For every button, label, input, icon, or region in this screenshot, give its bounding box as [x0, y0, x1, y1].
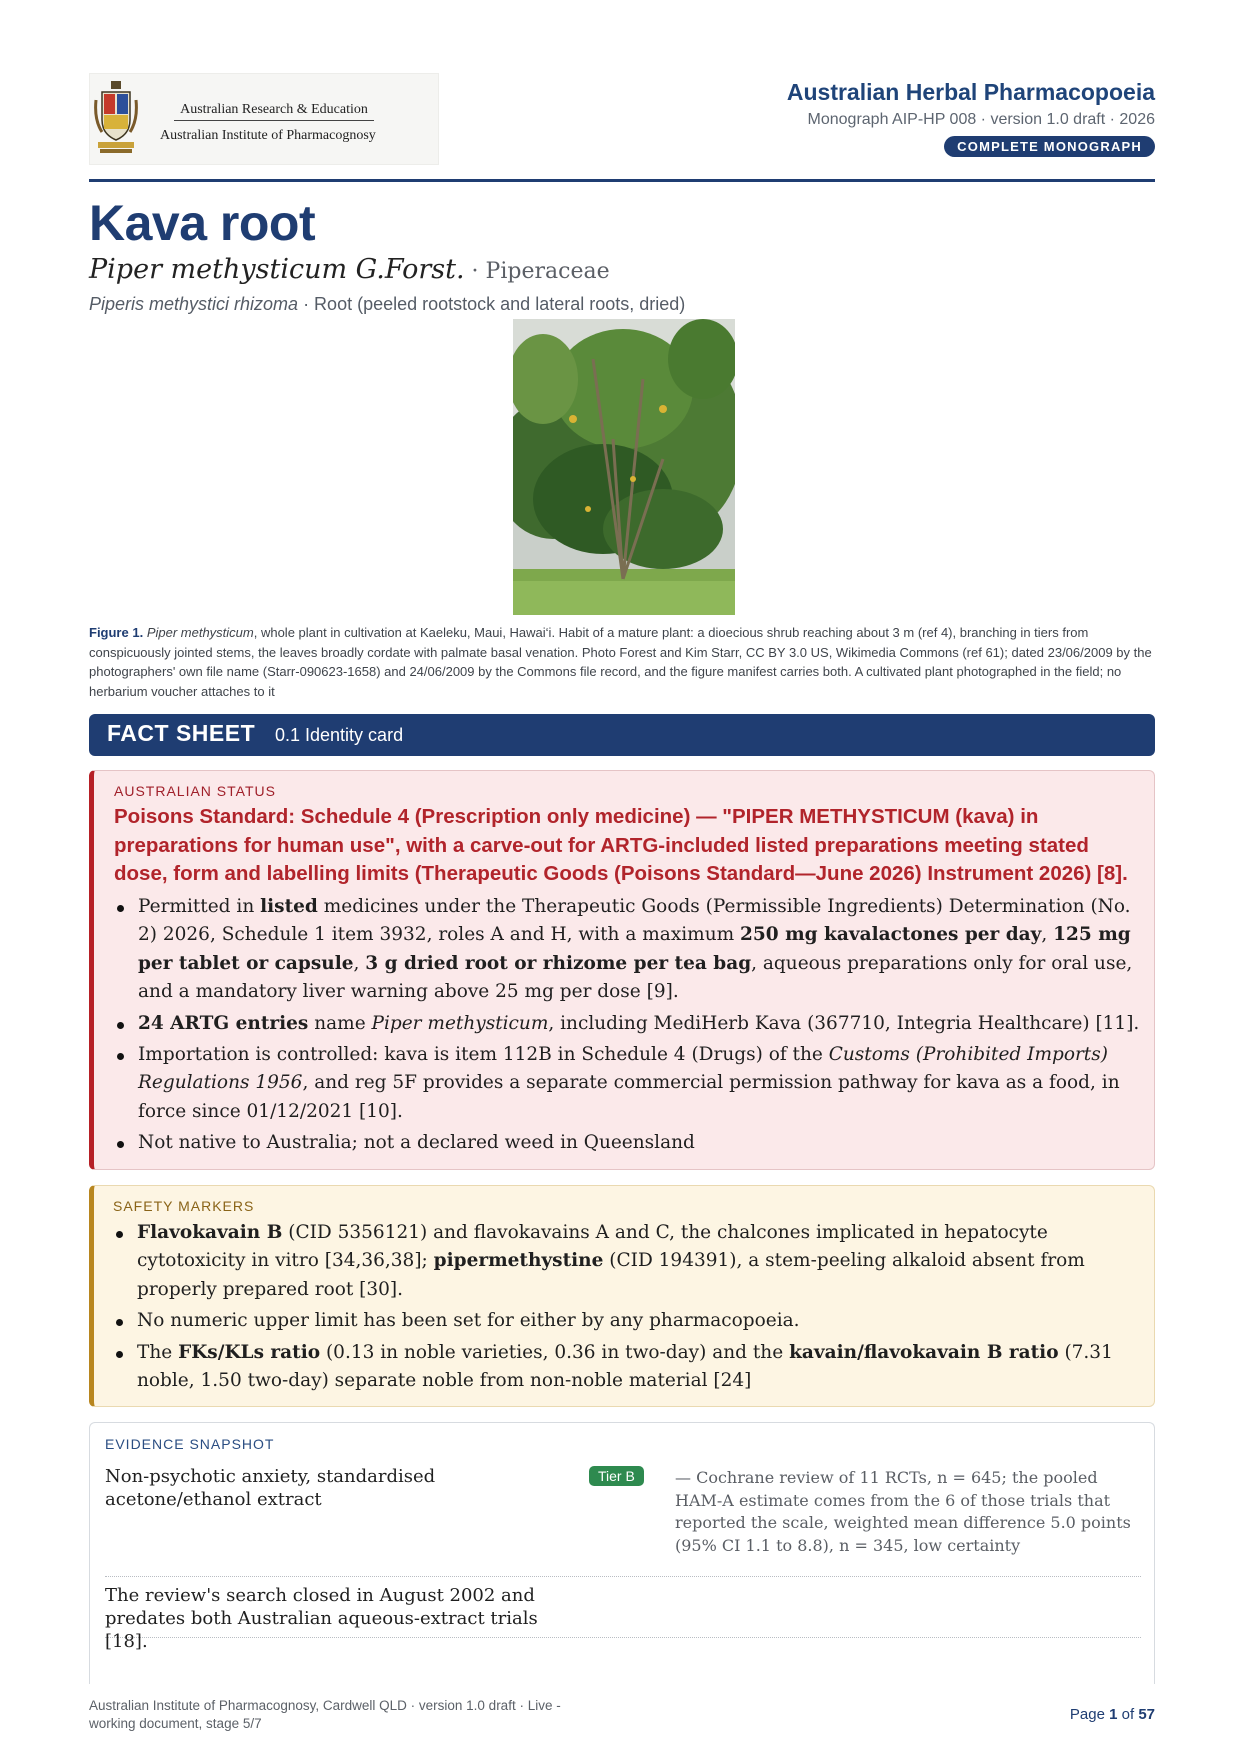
fact-sheet-title: FACT SHEET [107, 720, 256, 746]
header-rule [89, 179, 1155, 182]
evidence-detail: — Cochrane review of 11 RCTs, n = 645; the pooled HAM-A estimate comes from the 6 of those trials that reported the scale, weighted mean difference 5.0 points (95% CI 1.1 to 8.8), n = 345, low certainty [675, 1468, 1131, 1555]
list-item: Permitted in listed medicines under the Therapeutic Goods (Permissible Ingredients) Determination (No. 2) 2026, Schedule 1 item 3932, roles A and H, with a maximum 250 mg kavalactones per day, 125 mg per tablet or capsule, 3 g dried root or rhizome per tea bag, aqueous preparations only for oral use, and a mandatory liver warning above 25 mg per dose [9]. [115, 893, 1145, 1007]
coat-of-arms-icon [94, 80, 138, 156]
drug-latin-name: Piperis methystici rhizoma [89, 294, 299, 314]
evidence-row [105, 1459, 1141, 1577]
australian-status-box [89, 770, 1155, 1170]
figure-caption-text: , whole plant in cultivation at Kaeleku, Maui, Hawai‘i. Habit of a mature plant: a dioecious shrub reaching about 3 m (ref 4), branching in tiers from conspicuously jointed stems, the leaves broadly cordate with palmate basal venation. Photo Forest and Kim Starr, CC BY 3.0 US, Wikimedia Commons (ref 61); dated 23/06/2009 by the photographers' own file name (Starr-090623-1658) and 24/06/2009 by the Commons file record, and the figure manifest carries both. A cultivated plant photographed in the field; no herbarium voucher attaches to it [89, 625, 1152, 699]
safety-markers-box [89, 1185, 1155, 1407]
evidence-note: The review's search closed in August 2002 and predates both Australian aqueous-extract trials [18]. [105, 1585, 538, 1652]
monograph-badge: COMPLETE MONOGRAPH [944, 136, 1155, 157]
figure-species: Piper methysticum [146, 625, 254, 640]
publication-title: Australian Herbal Pharmacopoeia [786, 79, 1155, 105]
institute-logo [89, 73, 439, 165]
page-title: Kava root [89, 195, 316, 251]
safety-label: SAFETY MARKERS [113, 1198, 255, 1214]
figure-label: Figure 1. [89, 625, 144, 640]
status-label: AUSTRALIAN STATUS [114, 783, 276, 799]
fact-sheet-bar [89, 714, 1155, 756]
tier-badge: Tier B [589, 1466, 644, 1486]
list-item: Importation is controlled: kava is item 112B in Schedule 4 (Drugs) of the Customs (Prohibited Imports) Regulations 1956, and reg 5F provides a separate commercial permission pathway for kava as a food, in force since 01/12/2021 [10]. [115, 1041, 1145, 1126]
family-name: Piperaceae [485, 259, 610, 284]
drug-description: · Root (peeled rootstock and lateral roots, dried) [298, 294, 686, 314]
family-separator: · [464, 259, 486, 284]
drug-name [89, 294, 685, 315]
evidence-row [105, 1578, 1141, 1652]
page-header [89, 73, 1155, 181]
status-heading: Poisons Standard: Schedule 4 (Prescription only medicine) — "PIPER METHYSTICUM (kava) in preparations for human use", with a carve-out for ARTG-included listed preparations meeting stated dose, form and labelling limits (Therapeutic Goods (Poisons Standard—June 2026) Instrument 2026) [8]. [114, 805, 1128, 885]
fact-sheet-subtitle: 0.1 Identity card [275, 725, 404, 745]
list-item: Not native to Australia; not a declared weed in Queensland [115, 1129, 1145, 1157]
scientific-name: Piper methysticum G.Forst. [89, 254, 465, 285]
logo-line-institute: Australian Institute of Pharmacognosy [160, 128, 376, 143]
binomial-name [89, 254, 610, 285]
figure-caption [89, 623, 1155, 701]
footer-institution: Australian Institute of Pharmacognosy, Cardwell QLD · version 1.0 draft · Live - working document, stage 5/7 [89, 1698, 561, 1731]
evidence-snapshot-box [89, 1422, 1155, 1684]
list-item: Flavokavain B (CID 5356121) and flavokavains A and C, the chalcones implicated in hepatocyte cytotoxicity in vitro [34,36,38]; pipermethystine (CID 194391), a stem-peeling alkaloid absent from properly prepared root [30]. [114, 1219, 1144, 1304]
list-item: The FKs/KLs ratio (0.13 in noble varieties, 0.36 in two-day) and the kavain/flavokavain B ratio (7.31 noble, 1.50 two-day) separate noble from non-noble material [24] [114, 1339, 1144, 1396]
list-item: No numeric upper limit has been set for either by any pharmacopoeia. [114, 1307, 1144, 1335]
plant-photo [513, 319, 735, 615]
evidence-indication: Non-psychotic anxiety, standardised acetone/ethanol extract [105, 1466, 436, 1510]
publication-subtitle: Monograph AIP-HP 008 · version 1.0 draft · 2026 [807, 111, 1155, 128]
safety-bullet-list [114, 1219, 1144, 1398]
logo-line-research: Australian Research & Education [174, 102, 374, 121]
page-number: Page 1 of 57 [1069, 1706, 1155, 1723]
list-item: 24 ARTG entries name Piper methysticum, including MediHerb Kava (367710, Integria Healthcare) [11]. [115, 1010, 1145, 1038]
evidence-label: EVIDENCE SNAPSHOT [105, 1436, 275, 1452]
status-bullet-list [115, 893, 1145, 1161]
